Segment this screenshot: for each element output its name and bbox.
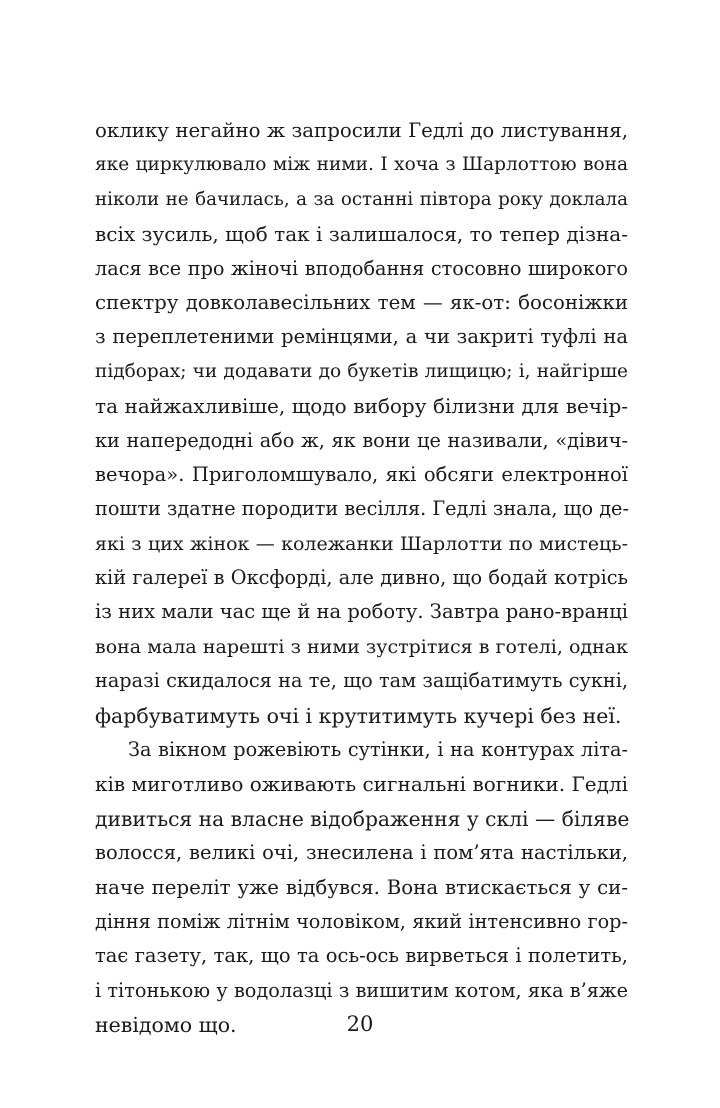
text-line: фарбуватимуть очі і крутитимуть кучері без неї. bbox=[95, 703, 622, 728]
text-line: волосся, великі очі, знесилена і пом’ята настільки, bbox=[95, 841, 628, 865]
text-line: всіх зусиль, щоб так і залишалося, то тепер дізна- bbox=[95, 222, 628, 247]
text-line: із них мали час ще й на роботу. Завтра рано-вранці bbox=[95, 600, 628, 624]
text-line: наразі скидалося на те, що там защібатимуть сукні, bbox=[95, 669, 628, 693]
text-line: лася все про жіночі вподобання стосовно широкого bbox=[95, 256, 628, 280]
text-line: і тітонькою у водолазці з вишитим котом, яка в’яже bbox=[95, 978, 628, 1002]
text-line: вона мала нарешті з ними зустрітися в готелі, однак bbox=[95, 635, 628, 658]
text-line: ніколи не бачилась, а за останні півтора року доклала bbox=[95, 188, 628, 210]
text-line: оклику негайно ж запросили Гедлі до листування, bbox=[95, 119, 628, 142]
text-line: діння поміж літнім чоловіком, який інтенсивно гор- bbox=[95, 909, 628, 933]
text-line: з переплетеними ремінцями, а чи закриті туфлі на bbox=[95, 325, 628, 349]
text-line: наче переліт уже відбувся. Вона втискається у си- bbox=[95, 875, 628, 899]
text-line: підборах; чи додавати до букетів лищицю; і, найгірше bbox=[95, 360, 628, 382]
text-line: спектру довколавесільних тем — як-от: босоніжки bbox=[95, 290, 628, 314]
text-line: тає газету, так, що та ось-ось вирветься і полетить, bbox=[95, 944, 628, 968]
paragraph-1 bbox=[95, 114, 628, 733]
text-line: невідомо що. bbox=[95, 1013, 237, 1038]
text-line: дивиться на власне відображення у склі — біляве bbox=[95, 806, 630, 831]
text-line: пошти здатне породити весілля. Гедлі знала, що де- bbox=[95, 497, 629, 521]
text-line: ків миготливо оживають сигнальні вогники. Гедлі bbox=[95, 772, 628, 797]
text-line: кій галереї в Оксфорді, але дивно, що бодай котрісь bbox=[95, 566, 628, 590]
text-line: які з цих жінок — колежанки Шарлотти по мистець- bbox=[95, 532, 628, 555]
text-line: За вікном рожевіють сутінки, і на контурах літа- bbox=[128, 738, 628, 762]
paragraph-2 bbox=[95, 733, 628, 1043]
page-number: 20 bbox=[346, 1012, 374, 1036]
body-text bbox=[95, 114, 628, 1043]
text-line: яке циркулювало між ними. І хоча з Шарлоттою вона bbox=[95, 154, 628, 176]
text-line: ки напередодні або ж, як вони це називали, «дівич- bbox=[95, 428, 628, 452]
text-line: вечора». Приголомшувало, які обсяги електронної bbox=[95, 462, 628, 486]
text-line: та найжахливіше, щодо вибору білизни для вечір- bbox=[95, 394, 628, 419]
